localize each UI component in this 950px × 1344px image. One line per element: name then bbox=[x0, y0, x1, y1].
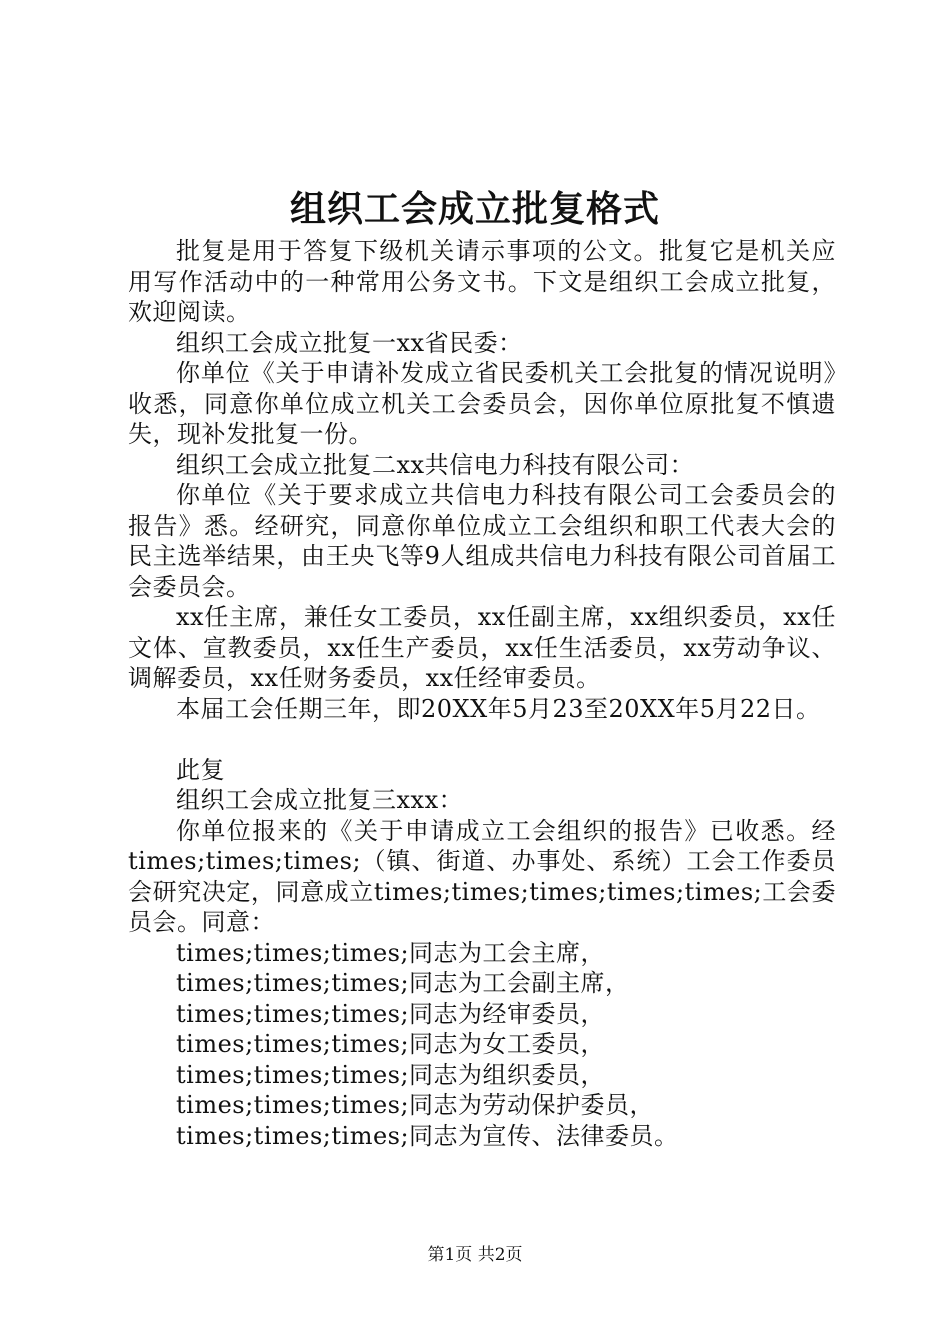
reply-two-heading: 组织工会成立批复二xx共信电力科技有限公司： bbox=[176, 450, 695, 479]
document-body bbox=[128, 236, 836, 1151]
appointment-line: times;times;times;同志为工会副主席， bbox=[176, 969, 630, 997]
appointment-line: times;times;times;同志为劳动保护委员， bbox=[176, 1091, 655, 1119]
appointment-line: times;times;times;同志为工会主席， bbox=[176, 938, 606, 967]
reply-one-heading: 组织工会成立批复一xx省民委： bbox=[176, 328, 523, 357]
reply-two-members-paragraph: xx任主席，兼任女工委员，xx任副主席，xx组织委员，xx任文体、宣教委员，xx任生产委员，xx任生活委员，xx劳动争议、调解委员，xx任财务委员，xx任经审委员。 bbox=[128, 603, 836, 692]
blank-line bbox=[128, 724, 836, 755]
reply-one-paragraph: 你单位《关于申请补发成立省民委机关工会批复的情况说明》收悉，同意你单位成立机关工会委员会，因你单位原批复不慎遗失，现补发批复一份。 bbox=[128, 359, 836, 448]
document-title: 组织工会成立批复格式 bbox=[289, 189, 660, 230]
reply-closing: 此复 bbox=[176, 755, 225, 784]
reply-three-paragraph: 你单位报来的《关于申请成立工会组织的报告》已收悉。经times;times;times;（镇、街道、办事处、系统）工会工作委员会研究决定，同意成立times;times;times;times;times;工会委员会。同意： bbox=[128, 816, 836, 936]
page-footer: 第1页 共2页 bbox=[427, 1245, 523, 1265]
reply-two-paragraph: 你单位《关于要求成立共信电力科技有限公司工会委员会的报告》悉。经研究，同意你单位成立工会组织和职工代表大会的民主选举结果，由王央飞等9人组成共信电力科技有限公司首届工会委员会。 bbox=[128, 481, 836, 601]
appointment-line: times;times;times;同志为经审委员， bbox=[176, 999, 606, 1028]
appointment-line: times;times;times;同志为女工委员， bbox=[176, 1030, 606, 1058]
reply-three-heading: 组织工会成立批复三xxx： bbox=[176, 786, 464, 814]
reply-two-term-paragraph: 本届工会任期三年，即20XX年5月23至20XX年5月22日。 bbox=[176, 694, 821, 723]
intro-paragraph: 批复是用于答复下级机关请示事项的公文。批复它是机关应用写作活动中的一种常用公务文书。下文是组织工会成立批复，欢迎阅读。 bbox=[128, 237, 836, 326]
appointment-line: times;times;times;同志为宣传、法律委员。 bbox=[176, 1121, 679, 1150]
appointment-line: times;times;times;同志为组织委员， bbox=[176, 1060, 606, 1089]
